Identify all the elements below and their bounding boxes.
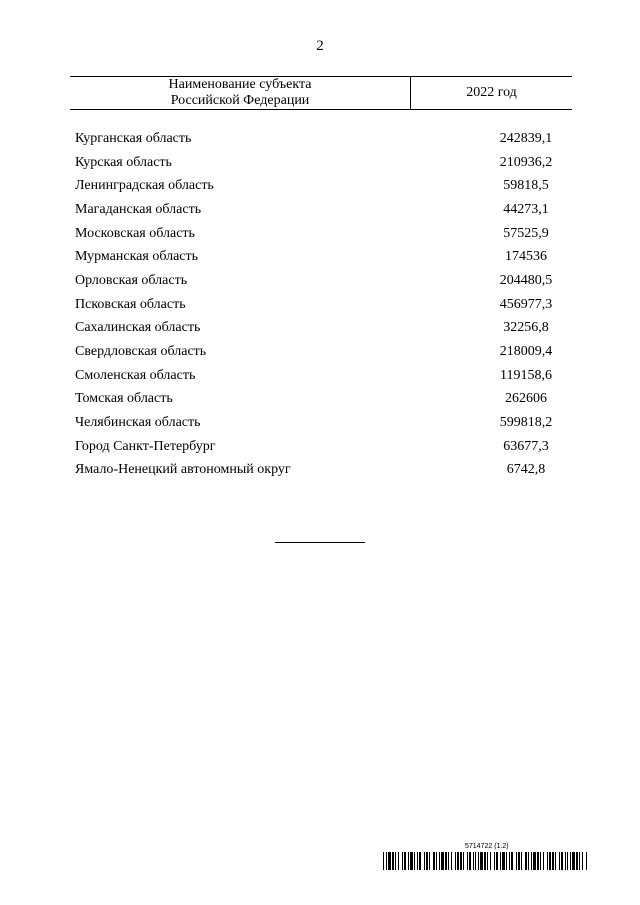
table-body [75,127,572,482]
region-name: Магаданская область [75,201,202,217]
header-region-name [70,77,411,109]
region-value: 57525,9 [503,225,549,241]
barcode-icon [383,852,588,870]
header-year: 2022 год [466,85,517,100]
region-value: 204480,5 [499,272,553,288]
region-name: Смоленская область [75,367,196,383]
region-value: 32256,8 [503,320,549,336]
region-name: Курганская область [75,130,192,146]
region-name: Ямало-Ненецкий автономный округ [75,462,291,478]
region-value: 210936,2 [499,154,553,170]
region-name: Ленинградская область [75,178,214,194]
region-name: Мурманская область [75,249,199,265]
region-name: Томская область [75,391,173,407]
table-row [75,293,572,317]
region-value: 262606 [505,391,547,407]
table-row [75,411,572,435]
document-barcode [383,843,588,871]
header-region-name-line1: Наименование субъекта [168,77,312,92]
table-header [70,76,572,110]
table-row [75,198,572,222]
region-value: 218009,4 [499,344,553,360]
region-name: Орловская область [75,272,188,288]
end-separator-line [275,542,365,543]
table-row [75,388,572,412]
region-value: 63677,3 [503,438,549,454]
table-row [75,435,572,459]
table-row [75,317,572,341]
region-value: 242839,1 [499,130,553,146]
header-region-name-line2: Российской Федерации [170,93,310,108]
table-row [75,459,572,483]
table-row [75,340,572,364]
region-value: 6742,8 [506,462,546,478]
region-name: Курская область [75,154,172,170]
region-value: 59818,5 [503,178,549,194]
table-row [75,364,572,388]
table-row [75,245,572,269]
region-value: 44273,1 [503,201,549,217]
page-number: 2 [316,38,324,54]
region-name: Московская область [75,225,195,241]
table-row [75,151,572,175]
region-value: 174536 [505,249,547,265]
table-row [75,174,572,198]
region-name: Сахалинская область [75,320,201,336]
region-name: Псковская область [75,296,186,312]
region-name: Город Санкт-Петербург [75,438,216,454]
table-row [75,127,572,151]
region-name: Свердловская область [75,344,207,360]
table-row [75,269,572,293]
region-name: Челябинская область [75,415,201,431]
region-value: 456977,3 [499,296,553,312]
barcode-code-text: 5714722 (1.2) [465,843,509,850]
region-value: 119158,6 [500,367,552,383]
table-row [75,222,572,246]
region-value: 599818,2 [499,415,553,431]
